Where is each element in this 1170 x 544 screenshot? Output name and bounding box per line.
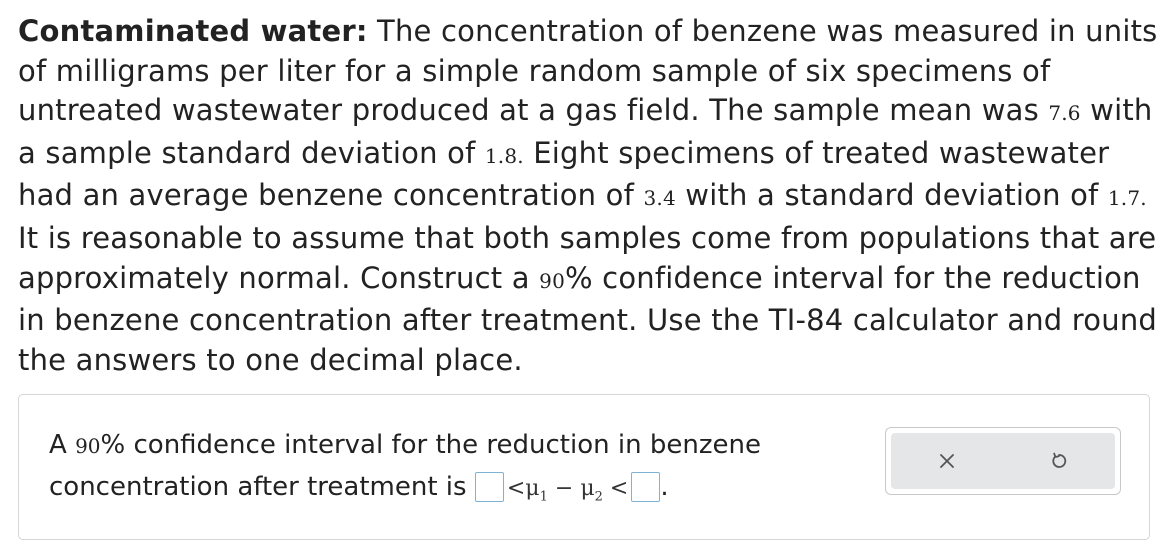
close-icon — [939, 453, 955, 469]
minus-sign: − — [554, 476, 574, 501]
reset-button[interactable] — [1029, 438, 1089, 484]
problem-text-2: with a sample standard deviation of — [18, 93, 1153, 170]
toolbar-buttons — [891, 433, 1115, 489]
answer-prefix: A — [49, 430, 76, 460]
sample-sd-untreated: 1.8. — [484, 143, 524, 168]
answer-text: % confidence interval for the reduction in benzene concentration after treatment is — [49, 430, 761, 502]
mu1-symbol: μ — [525, 476, 540, 501]
mu2-subscript: 2 — [594, 489, 603, 505]
problem-text-1: The concentration of benzene was measured in units of milligrams per liter for a simple random sample of six specimens of untreated wastewater produced at a gas field. The sample mean was — [18, 14, 1158, 128]
sample-mean-untreated: 7.6 — [1048, 101, 1081, 126]
answer-toolbar — [885, 427, 1121, 495]
less-than-right: < — [609, 476, 629, 501]
upper-bound-input[interactable] — [631, 472, 660, 502]
problem-text-3: Eight specimens of treated wastewater had an average benzene concentration of — [18, 135, 1110, 213]
lower-bound-input[interactable] — [475, 472, 504, 502]
confidence-level: 90 — [539, 268, 565, 293]
less-than-left: < — [506, 476, 526, 501]
answer-period: . — [660, 472, 669, 502]
problem-text-6: % confidence interval for the reduction in benzene concentration after treatment. Use the TI-84 calculator and round the answers to one decimal place. — [18, 260, 1158, 377]
clear-button[interactable] — [917, 438, 977, 484]
interval-expression — [506, 476, 629, 505]
answer-panel — [18, 394, 1150, 540]
mu1-subscript: 1 — [539, 489, 548, 505]
answer-statement — [49, 425, 849, 517]
sample-mean-treated: 3.4 — [643, 186, 676, 211]
undo-icon — [1050, 452, 1068, 470]
answer-confidence-level: 90 — [75, 434, 101, 458]
problem-statement — [18, 12, 1158, 380]
problem-title: Contaminated water: — [18, 14, 368, 48]
problem-text-4: with a standard deviation of — [675, 178, 1108, 213]
problem-text-5: It is reasonable to assume that both samples come from populations that are approximately normal. Construct a — [18, 220, 1157, 295]
sample-sd-treated: 1.7. — [1107, 186, 1147, 211]
mu2-symbol: μ — [580, 476, 595, 501]
